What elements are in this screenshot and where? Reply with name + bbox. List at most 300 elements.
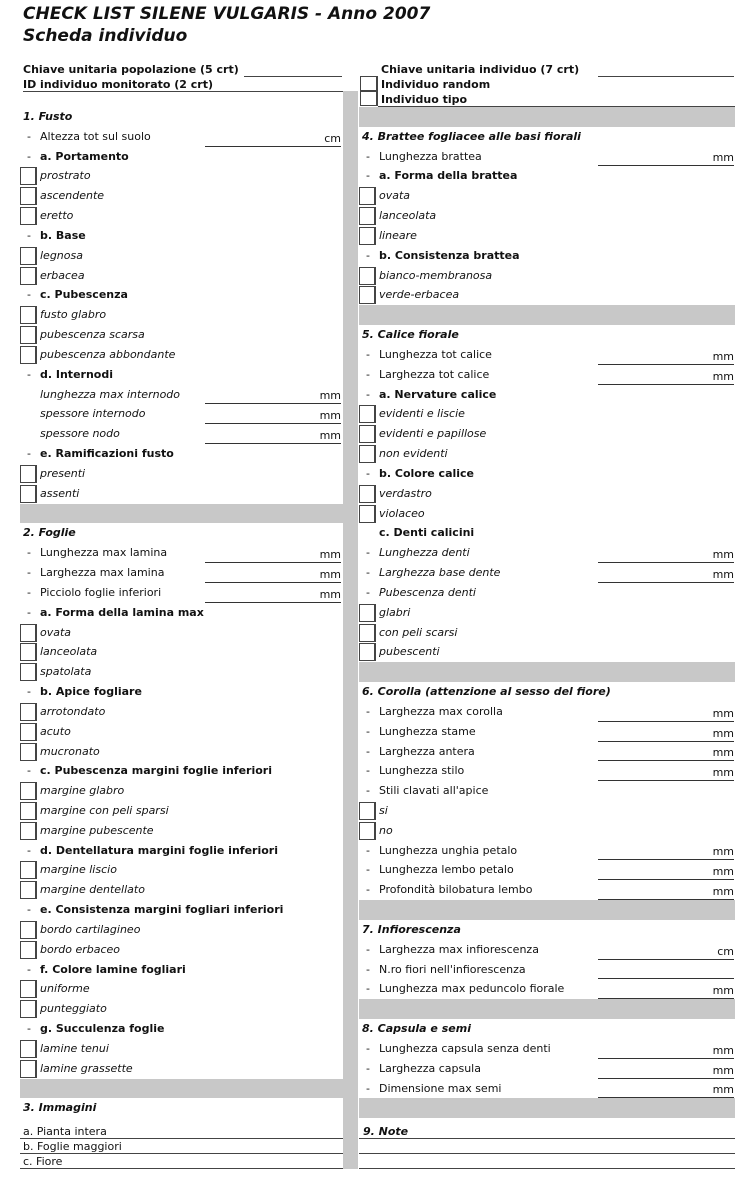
option-checkbox[interactable]: [359, 227, 376, 245]
form-row: [20, 166, 343, 186]
option-label: margine glabro: [40, 784, 125, 798]
dash-bullet: -: [27, 367, 31, 381]
option-checkbox[interactable]: [20, 743, 37, 761]
form-row: [359, 583, 735, 603]
measurement-label: Altezza tot sul suolo: [40, 129, 151, 143]
option-label: uniforme: [40, 982, 90, 996]
measurement-field[interactable]: [598, 547, 734, 563]
form-row: [20, 860, 343, 880]
measurement-label: Lunghezza capsula senza denti: [379, 1041, 551, 1055]
dash-bullet: -: [366, 248, 370, 262]
measurement-field[interactable]: [598, 944, 734, 960]
form-row: [20, 841, 343, 861]
form-row: [20, 563, 343, 583]
option-label: margine liscio: [40, 863, 117, 877]
measurement-field[interactable]: [598, 983, 734, 999]
option-checkbox[interactable]: [20, 167, 37, 185]
form-row: [359, 206, 735, 226]
measurement-label: Larghezza max infiorescenza: [379, 942, 539, 956]
unit-label: mm: [319, 409, 341, 423]
footer-line[interactable]: [20, 1153, 343, 1154]
option-label: ovata: [40, 625, 72, 639]
dash-bullet: -: [366, 149, 370, 163]
measurement-field[interactable]: [598, 369, 734, 385]
option-label: lamine grassette: [40, 1061, 133, 1075]
option-checkbox[interactable]: [20, 247, 37, 265]
form-row: [20, 1019, 343, 1039]
measurement-field[interactable]: [598, 765, 734, 781]
section-heading: 1. Fusto: [23, 110, 73, 123]
option-checkbox[interactable]: [20, 207, 37, 225]
form-row: [20, 603, 343, 623]
form-row: [20, 404, 343, 424]
option-label: verde-erbacea: [379, 288, 460, 302]
footer-line[interactable]: [20, 1138, 343, 1139]
measurement-field[interactable]: [598, 726, 734, 742]
dash-bullet: -: [366, 1041, 370, 1055]
form-row: [359, 682, 735, 702]
measurement-label: Larghezza antera: [379, 744, 475, 758]
option-label: bianco-membranosa: [379, 268, 493, 282]
form-row: [20, 107, 343, 127]
option-label: verdastro: [379, 486, 432, 500]
form-row: [20, 1039, 343, 1059]
section-heading: 4. Brattee fogliacee alle basi fiorali: [362, 129, 581, 143]
unit-label: mm: [319, 548, 341, 562]
form-row: [20, 662, 343, 682]
footer-line[interactable]: [20, 1168, 343, 1169]
note-line[interactable]: [359, 1168, 735, 1169]
unit-label: mm: [319, 587, 341, 601]
measurement-field[interactable]: [598, 745, 734, 761]
dash-bullet: -: [366, 764, 370, 778]
note-heading: 9. Note: [363, 1125, 409, 1138]
dash-bullet: -: [27, 962, 31, 976]
form-row: [359, 226, 735, 246]
dash-bullet: -: [366, 387, 370, 401]
form-row: [20, 979, 343, 999]
dash-bullet: -: [366, 1061, 370, 1075]
option-label: mucronato: [40, 744, 100, 758]
unit-label: mm: [712, 746, 734, 760]
form-row: [359, 147, 735, 167]
form-row: [20, 127, 343, 147]
form-row: [359, 801, 735, 821]
dash-bullet: -: [366, 566, 370, 580]
option-checkbox[interactable]: [359, 405, 376, 423]
option-label: evidenti e papillose: [379, 427, 487, 441]
measurement-label: Larghezza capsula: [379, 1061, 481, 1075]
option-checkbox[interactable]: [20, 1060, 37, 1078]
field-label: Pubescenza denti: [379, 585, 476, 599]
measurement-field[interactable]: [598, 963, 734, 979]
subsection-heading: a. Forma della lamina max: [40, 605, 204, 619]
form-row: [359, 880, 735, 900]
option-label: punteggiato: [40, 1002, 107, 1016]
individuo-random-checkbox[interactable]: [360, 76, 378, 91]
form-row: [359, 404, 735, 424]
option-checkbox[interactable]: [20, 643, 37, 661]
measurement-field[interactable]: [205, 567, 341, 583]
section-heading: 5. Calice fiorale: [362, 328, 459, 342]
form-row: [20, 285, 343, 305]
measurement-label: Larghezza tot calice: [379, 367, 490, 381]
option-label: lanceolata: [379, 209, 437, 223]
subsection-heading: a. Nervature calice: [379, 387, 497, 401]
form-row: [20, 900, 343, 920]
measurement-label: Lunghezza tot calice: [379, 347, 492, 361]
chiave-popolazione-label: Chiave unitaria popolazione (5 crt): [23, 63, 239, 76]
option-label: acuto: [40, 724, 71, 738]
option-checkbox[interactable]: [359, 624, 376, 642]
measurement-field[interactable]: [598, 706, 734, 722]
dash-bullet: -: [366, 585, 370, 599]
section-heading: 6. Corolla (attenzione al sesso del fiore): [362, 685, 611, 699]
form-row: [359, 623, 735, 643]
subsection-heading: a. Portamento: [40, 149, 129, 163]
measurement-field[interactable]: [205, 587, 341, 603]
page-subtitle: Scheda individuo: [23, 26, 188, 46]
form-row: [359, 642, 735, 662]
form-row: [20, 821, 343, 841]
unit-label: cm: [324, 131, 341, 145]
form-row: [20, 702, 343, 722]
subsection-heading: c. Pubescenza: [40, 288, 128, 302]
dash-bullet: -: [27, 764, 31, 778]
individuo-tipo-checkbox[interactable]: [360, 91, 378, 106]
subsection-heading: d. Dentellatura margini foglie inferiori: [40, 843, 278, 857]
subsection-heading: b. Colore calice: [379, 466, 475, 480]
unit-label: mm: [712, 984, 734, 998]
measurement-field[interactable]: [598, 150, 734, 166]
form-row: [359, 424, 735, 444]
dash-bullet: -: [366, 883, 370, 897]
dash-bullet: -: [366, 962, 370, 976]
option-checkbox[interactable]: [20, 921, 37, 939]
dash-bullet: -: [27, 903, 31, 917]
unit-label: mm: [712, 349, 734, 363]
measurement-field[interactable]: [598, 844, 734, 860]
id-monitorato-field[interactable]: [23, 91, 343, 92]
option-checkbox[interactable]: [20, 1040, 37, 1058]
option-label: lineare: [379, 228, 417, 242]
option-label: erbacea: [40, 268, 85, 282]
form-row: [20, 543, 343, 563]
form-row: [20, 365, 343, 385]
dash-bullet: -: [366, 169, 370, 183]
option-checkbox[interactable]: [20, 465, 37, 483]
subsection-heading: b. Base: [40, 228, 86, 242]
form-row: [359, 504, 735, 524]
form-row: [20, 722, 343, 742]
form-row: [359, 920, 735, 940]
chiave-popolazione-field[interactable]: [244, 76, 342, 77]
option-label: pubescenza scarsa: [40, 328, 145, 342]
dash-bullet: -: [366, 942, 370, 956]
column-divider: [343, 91, 358, 1169]
option-checkbox[interactable]: [359, 425, 376, 443]
form-row: [20, 464, 343, 484]
form-row: [20, 186, 343, 206]
dash-bullet: -: [366, 546, 370, 560]
option-checkbox[interactable]: [359, 604, 376, 622]
option-label: margine pubescente: [40, 823, 154, 837]
measurement-label: Lunghezza lembo petalo: [379, 863, 514, 877]
option-checkbox[interactable]: [359, 286, 376, 304]
right-column: [359, 107, 735, 1118]
form-row: [359, 1059, 735, 1079]
dash-bullet: -: [27, 288, 31, 302]
option-checkbox[interactable]: [359, 187, 376, 205]
measurement-label: Lunghezza brattea: [379, 149, 482, 163]
option-checkbox[interactable]: [359, 822, 376, 840]
option-checkbox[interactable]: [20, 782, 37, 800]
option-label: presenti: [40, 466, 86, 480]
measurement-field[interactable]: [598, 1082, 734, 1098]
subsection-heading: b. Consistenza brattea: [379, 248, 520, 262]
form-row: [359, 325, 735, 345]
option-label: fusto glabro: [40, 308, 107, 322]
form-row: [359, 702, 735, 722]
option-checkbox[interactable]: [20, 485, 37, 503]
option-checkbox[interactable]: [20, 663, 37, 681]
measurement-field[interactable]: [205, 131, 341, 147]
subsection-heading: e. Ramificazioni fusto: [40, 447, 174, 461]
measurement-label: Lunghezza stame: [379, 724, 476, 738]
option-checkbox[interactable]: [20, 326, 37, 344]
option-label: margine dentellato: [40, 883, 145, 897]
measurement-field[interactable]: [598, 864, 734, 880]
option-checkbox[interactable]: [359, 802, 376, 820]
measurement-label: N.ro fiori nell'infiorescenza: [379, 962, 526, 976]
form-row: [20, 424, 343, 444]
form-row: [20, 484, 343, 504]
measurement-field[interactable]: [205, 388, 341, 404]
option-label: glabri: [379, 605, 411, 619]
dash-bullet: -: [27, 843, 31, 857]
section-heading: 3. Immagini: [23, 1101, 97, 1115]
dash-bullet: -: [366, 744, 370, 758]
dash-bullet: -: [27, 605, 31, 619]
option-checkbox[interactable]: [20, 703, 37, 721]
chiave-individuo-label: Chiave unitaria individuo (7 crt): [381, 63, 580, 76]
unit-label: mm: [319, 389, 341, 403]
form-row: [20, 305, 343, 325]
dash-bullet: -: [366, 704, 370, 718]
form-row: [359, 781, 735, 801]
option-checkbox[interactable]: [359, 643, 376, 661]
option-checkbox[interactable]: [20, 941, 37, 959]
page-title: CHECK LIST SILENE VULGARIS - Anno 2007: [23, 4, 431, 24]
option-checkbox[interactable]: [359, 445, 376, 463]
immagine-fiore: c. Fiore: [23, 1155, 63, 1168]
note-line[interactable]: [359, 1138, 735, 1139]
form-row: [359, 563, 735, 583]
form-row: [20, 682, 343, 702]
option-label: ascendente: [40, 189, 105, 203]
form-row: [359, 365, 735, 385]
measurement-label: Lunghezza stilo: [379, 764, 465, 778]
measurement-field[interactable]: [598, 567, 734, 583]
measurement-field[interactable]: [205, 428, 341, 444]
unit-label: mm: [712, 1043, 734, 1057]
section-separator: [359, 305, 735, 325]
form-row: [20, 444, 343, 464]
measurement-label: Lunghezza denti: [379, 546, 470, 560]
unit-label: mm: [712, 1083, 734, 1097]
form-row: [20, 266, 343, 286]
subsection-heading: g. Succulenza foglie: [40, 1022, 165, 1036]
form-row: [20, 880, 343, 900]
form-row: [359, 979, 735, 999]
option-checkbox[interactable]: [20, 822, 37, 840]
section-separator: [20, 1079, 343, 1099]
measurement-label: Larghezza max corolla: [379, 704, 503, 718]
dash-bullet: -: [366, 784, 370, 798]
option-label: arrotondato: [40, 704, 106, 718]
unit-label: mm: [712, 865, 734, 879]
dash-bullet: -: [366, 367, 370, 381]
measurement-field[interactable]: [205, 547, 341, 563]
dash-bullet: -: [366, 863, 370, 877]
option-label: non evidenti: [379, 447, 448, 461]
dash-bullet: -: [366, 1081, 370, 1095]
id-monitorato-label: ID individuo monitorato (2 crt): [23, 78, 214, 91]
form-row: [359, 761, 735, 781]
form-row: [359, 285, 735, 305]
section-separator: [359, 662, 735, 682]
dash-bullet: -: [27, 1022, 31, 1036]
option-label: pubescenti: [379, 645, 440, 659]
form-row: [20, 801, 343, 821]
option-checkbox[interactable]: [20, 624, 37, 642]
option-label: bordo cartilagineo: [40, 922, 141, 936]
subsection-heading: f. Colore lamine fogliari: [40, 962, 186, 976]
option-label: pubescenza abbondante: [40, 347, 176, 361]
form-row: [359, 523, 735, 543]
individuo-random-label: Individuo random: [381, 78, 491, 91]
form-row: [20, 920, 343, 940]
form-row: [359, 127, 735, 147]
form-row: [359, 603, 735, 623]
option-label: si: [379, 803, 388, 817]
unit-label: mm: [712, 885, 734, 899]
section-separator: [359, 900, 735, 920]
option-label: violaceo: [379, 506, 425, 520]
section-separator: [359, 1098, 735, 1118]
option-checkbox[interactable]: [20, 187, 37, 205]
form-row: [20, 761, 343, 781]
form-row: [359, 742, 735, 762]
form-row: [20, 345, 343, 365]
option-label: lanceolata: [40, 645, 98, 659]
form-row: [359, 186, 735, 206]
option-checkbox[interactable]: [20, 306, 37, 324]
form-row: [20, 623, 343, 643]
measurement-label: Dimensione max semi: [379, 1081, 502, 1095]
measurement-label: Profondità bilobatura lembo: [379, 883, 533, 897]
measurement-field[interactable]: [598, 1063, 734, 1079]
measurement-label: Lunghezza max lamina: [40, 546, 168, 560]
section-separator: [20, 504, 343, 524]
dash-bullet: -: [27, 149, 31, 163]
option-checkbox[interactable]: [359, 267, 376, 285]
option-checkbox[interactable]: [20, 723, 37, 741]
individuo-tipo-label: Individuo tipo: [381, 93, 468, 106]
unit-label: mm: [712, 845, 734, 859]
option-label: evidenti e liscie: [379, 407, 465, 421]
option-checkbox[interactable]: [20, 267, 37, 285]
option-label: assenti: [40, 486, 80, 500]
form-row: [359, 345, 735, 365]
measurement-label: Larghezza base dente: [379, 566, 501, 580]
dash-bullet: -: [27, 566, 31, 580]
measurement-label: Larghezza max lamina: [40, 566, 165, 580]
form-row: [359, 1019, 735, 1039]
unit-label: mm: [319, 567, 341, 581]
form-row: [359, 841, 735, 861]
measurement-label: Lunghezza unghia petalo: [379, 843, 518, 857]
option-label: no: [379, 823, 393, 837]
option-label: margine con peli sparsi: [40, 803, 169, 817]
form-row: [359, 385, 735, 405]
section-separator: [359, 999, 735, 1019]
form-row: [359, 960, 735, 980]
section-separator: [359, 107, 735, 127]
chiave-individuo-field[interactable]: [598, 76, 734, 77]
dash-bullet: -: [27, 585, 31, 599]
form-row: [20, 523, 343, 543]
option-checkbox[interactable]: [359, 485, 376, 503]
option-checkbox[interactable]: [359, 505, 376, 523]
option-checkbox[interactable]: [359, 207, 376, 225]
form-row: [20, 1059, 343, 1079]
dash-bullet: -: [366, 347, 370, 361]
form-row: [20, 206, 343, 226]
option-label: con peli scarsi: [379, 625, 458, 639]
measurement-field[interactable]: [205, 408, 341, 424]
form-row: [359, 543, 735, 563]
option-checkbox[interactable]: [20, 802, 37, 820]
form-row: [20, 1098, 343, 1118]
immagine-foglie-maggiori: b. Foglie maggiori: [23, 1140, 122, 1153]
subsection-heading: c. Denti calicini: [379, 526, 475, 540]
note-line[interactable]: [359, 1153, 735, 1154]
form-row: [359, 484, 735, 504]
subsection-heading: d. Internodi: [40, 367, 113, 381]
form-row: [359, 722, 735, 742]
option-checkbox[interactable]: [20, 346, 37, 364]
option-checkbox[interactable]: [20, 861, 37, 879]
left-column: [20, 107, 343, 1118]
option-checkbox[interactable]: [20, 980, 37, 998]
measurement-field[interactable]: [598, 349, 734, 365]
unit-label: mm: [319, 429, 341, 443]
unit-label: mm: [712, 1063, 734, 1077]
measurement-field[interactable]: [598, 884, 734, 900]
form-row: [20, 999, 343, 1019]
measurement-field[interactable]: [598, 1043, 734, 1059]
form-row: [20, 742, 343, 762]
unit-label: mm: [712, 369, 734, 383]
option-checkbox[interactable]: [20, 1000, 37, 1018]
dash-bullet: -: [27, 447, 31, 461]
option-checkbox[interactable]: [20, 881, 37, 899]
option-label: bordo erbaceo: [40, 942, 121, 956]
form-row: [359, 860, 735, 880]
form-row: [20, 246, 343, 266]
option-label: prostrato: [40, 169, 91, 183]
